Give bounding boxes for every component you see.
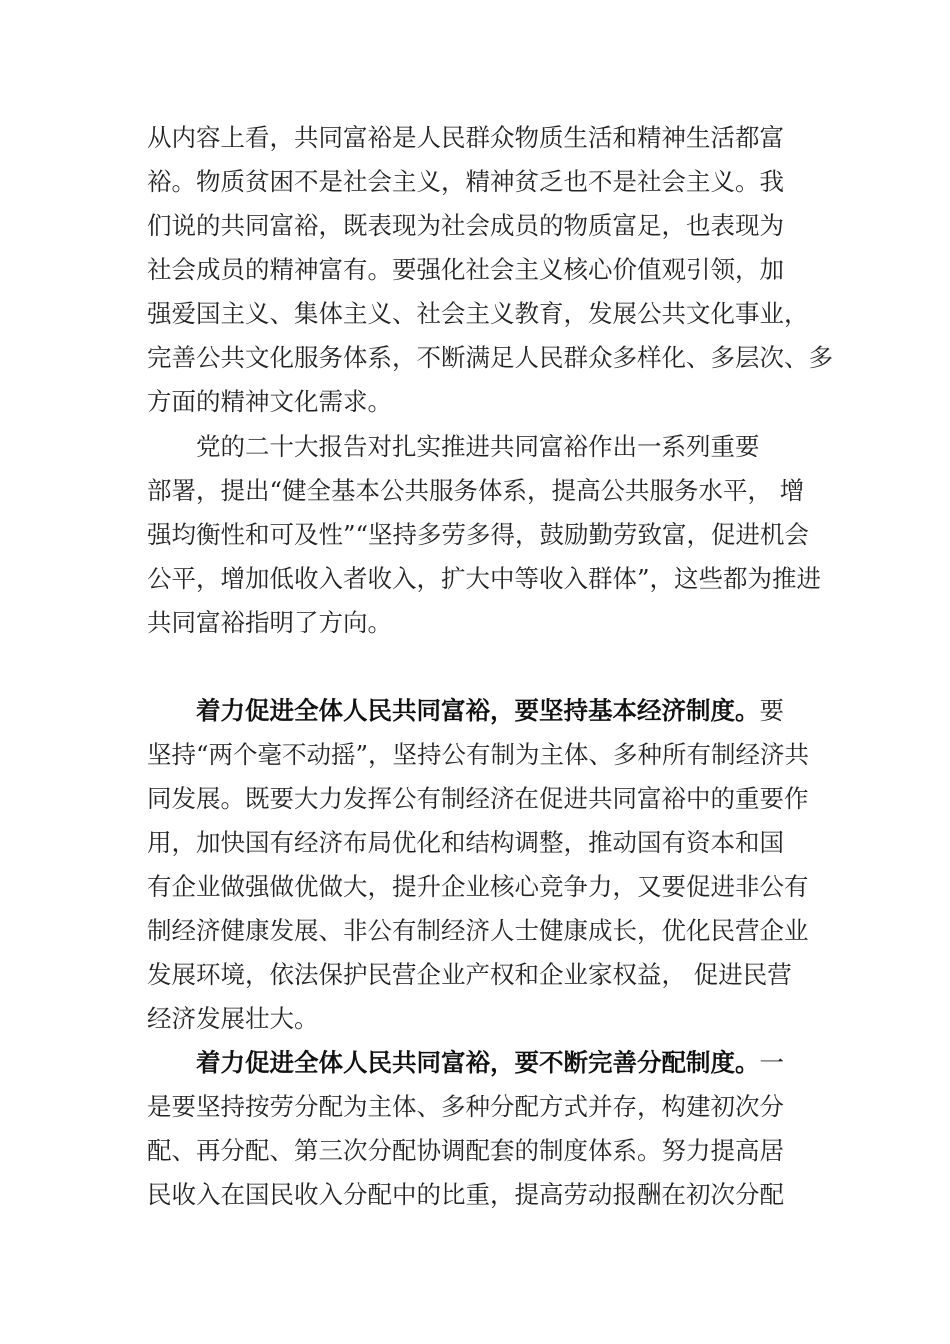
paragraph-1-line-4: 社会成员的精神富有。要强化社会主义核心价值观引领，加 [147, 255, 784, 284]
paragraph-4-first-line [196, 1042, 784, 1084]
paragraph-4-line-3: 配、再分配、第三次分配协调配套的制度体系。努力提高居 [147, 1136, 784, 1165]
paragraph-4-first-line-rest: 一 [759, 1048, 784, 1077]
paragraph-3-line-3: 同发展。既要大力发挥公有制经济在促进共同富裕中的重要作 [147, 784, 809, 813]
paragraph-3-line-2: 坚持“两个毫不动摇”，坚持公有制为主体、多种所有制经济共 [147, 740, 810, 769]
paragraph-1-line-6: 完善公共文化服务体系，不断满足人民群众多样化、多层次、多 [147, 343, 833, 372]
paragraph-3-line-8: 经济发展壮大。 [147, 1004, 319, 1033]
paragraph-2-line-1: 党的二十大报告对扎实推进共同富裕作出一系列重要 [196, 432, 760, 461]
paragraph-3-line-4: 用，加快国有经济布局优化和结构调整，推动国有资本和国 [147, 828, 784, 857]
paragraph-2-line-5: 共同富裕指明了方向。 [147, 608, 392, 637]
paragraph-2-line-2: 部署，提出“健全基本公共服务体系，提高公共服务水平， 增 [147, 476, 805, 505]
paragraph-3-line-7: 发展环境，依法保护民营企业产权和企业家权益， 促进民营 [147, 960, 792, 989]
paragraph-4-line-4: 民收入在国民收入分配中的比重，提高劳动报酬在初次分配 [147, 1180, 784, 1209]
paragraph-3-first-line [196, 690, 784, 732]
paragraph-1-line-1: 从内容上看，共同富裕是人民群众物质生活和精神生活都富 [147, 123, 784, 152]
paragraph-4-line-2: 是要坚持按劳分配为主体、多种分配方式并存，构建初次分 [147, 1092, 784, 1121]
paragraph-2-line-4: 公平，增加低收入者收入，扩大中等收入群体”，这些都为推进 [147, 564, 822, 593]
paragraph-3-heading: 着力促进全体人民共同富裕，要坚持基本经济制度。 [196, 696, 760, 725]
paragraph-3-line-6: 制经济健康发展、非公有制经济人士健康成长，优化民营企业 [147, 916, 809, 945]
paragraph-1-line-2: 裕。物质贫困不是社会主义，精神贫乏也不是社会主义。我 [147, 167, 784, 196]
paragraph-1-line-7: 方面的精神文化需求。 [147, 387, 392, 416]
paragraph-1-line-3: 们说的共同富裕，既表现为社会成员的物质富足，也表现为 [147, 211, 784, 240]
paragraph-2-line-3: 强均衡性和可及性”“坚持多劳多得，鼓励勤劳致富，促进机会 [147, 520, 810, 549]
paragraph-3-line-5: 有企业做强做优做大，提升企业核心竞争力，又要促进非公有 [147, 872, 809, 901]
paragraph-1-line-5: 强爱国主义、集体主义、社会主义教育，发展公共文化事业， [147, 299, 809, 328]
paragraph-4-heading: 着力促进全体人民共同富裕，要不断完善分配制度。 [196, 1048, 760, 1077]
paragraph-3-first-line-rest: 要 [759, 696, 784, 725]
